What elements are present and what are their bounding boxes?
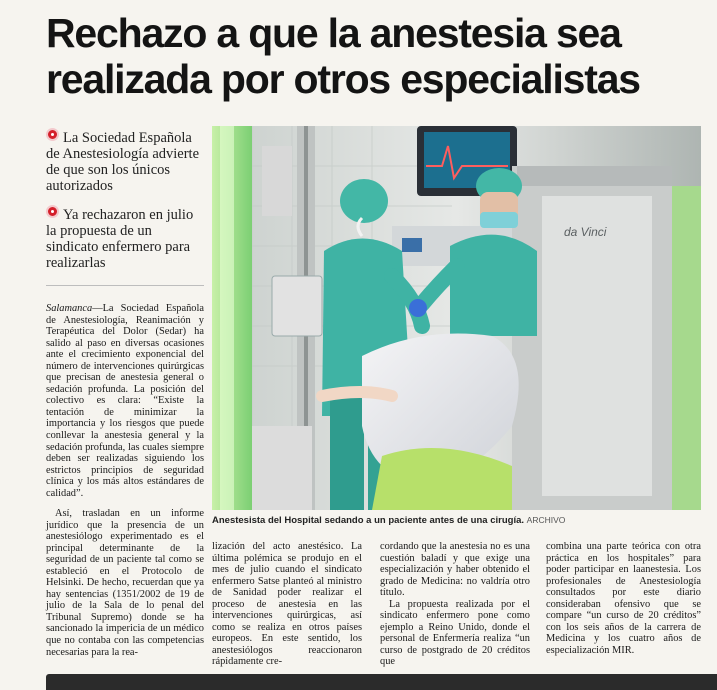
- caption-text: Anestesista del Hospital sedando a un paciente antes de una cirugía.: [212, 515, 525, 526]
- paragraph-text: La propuesta realizada por el sindicato enfermero pone como ejemplo a Reino Unido, donde el personal de Enfermería realiza “un curso de postgrado de 20 créditos que: [380, 598, 530, 668]
- body-column-3: [380, 541, 530, 668]
- photo-caption: [212, 514, 707, 527]
- highlight-text: Ya rechazaron en julio la propuesta de un sindicato enfermero para realizarlas: [46, 207, 194, 271]
- headline: Rechazo a que la anestesia sea realizada por otros especialistas: [46, 10, 640, 102]
- paragraph-text: Así, trasladan en un informe jurídico que la presencia de un anestesiólogo experimentado es el principal determinante de la seguridad de un paciente tal como se estableció en el Protocolo de Helsinki. De hecho, recuerdan que ya hay sentencias (1351/2002 de 19 de julio de la Sala de lo penal del Tribunal Supremo) donde se ha sancionado la impericia de un médico que no contaba con las competencias necesarias para la rea-: [46, 508, 204, 658]
- caption-credit: ARCHIVO: [526, 515, 566, 525]
- operating-room-image: [212, 126, 701, 510]
- paragraph-text: cordando que la anestesia no es una cuestión baladí y que exige una especialización y haber obtenido el grado de Medicina: no valdría otro título.: [380, 541, 530, 599]
- machine-label: da Vinci: [564, 225, 607, 239]
- body-column-4: [546, 541, 701, 656]
- highlight-item: [46, 128, 204, 194]
- highlight-item: [46, 205, 204, 271]
- highlight-text: La Sociedad Española de Anestesiología advierte de que son los únicos autorizados: [46, 130, 200, 194]
- body-column-1: [46, 303, 204, 499]
- bullet-dot-icon: [46, 128, 59, 141]
- dateline: Salamanca: [46, 303, 93, 314]
- body-column-1-continued: [46, 508, 204, 658]
- paragraph-text: lización del acto anestésico. La última polémica se produjo en el mes de julio cuando el sindicato enfermero Satse planteó al ministro de Sanidad poder realizar el proceso de anestesia en las intervenciones quirúrgicas, así como se realiza en otros países europeos. En este sentido, los anestesiólogos reaccionaron rápidamente cre-: [212, 541, 362, 668]
- next-article-headline-cropped: [46, 670, 717, 690]
- bullet-dot-icon: [46, 205, 59, 218]
- highlights: [46, 128, 204, 282]
- body-column-2: [212, 541, 362, 668]
- paragraph-text: combina una parte teórica con otra práctica en los hospitales” para poder participar en laanestesia. Los profesionales de Anestesiología consultados por este diario consideraban ofensivo que se compare “un curso de 20 créditos” con los seis años de la carrera de Medicina y los cuatro años de especialización MIR.: [546, 541, 701, 656]
- article-photo: [212, 126, 701, 510]
- divider: [46, 285, 204, 286]
- paragraph-text: —La Sociedad Española de Anestesiología, Reanimación y Terapéutica del Dolor (Sedar) ha salido al paso en diversas ocasiones ante el crecimiento exponencial del número de intervenciones quirúrgicas que precisan de anestesia general o sedación profunda. La posición del colectivo es clara: “Existe la tentación de minimizar la importancia y los riesgos que puede conllevar la anestesia general y la sedación profunda, las cuales siempre deben ser realizadas siguiendo los estrictos principios de seguridad clínica y los más altos estándares de calidad”.: [46, 303, 204, 499]
